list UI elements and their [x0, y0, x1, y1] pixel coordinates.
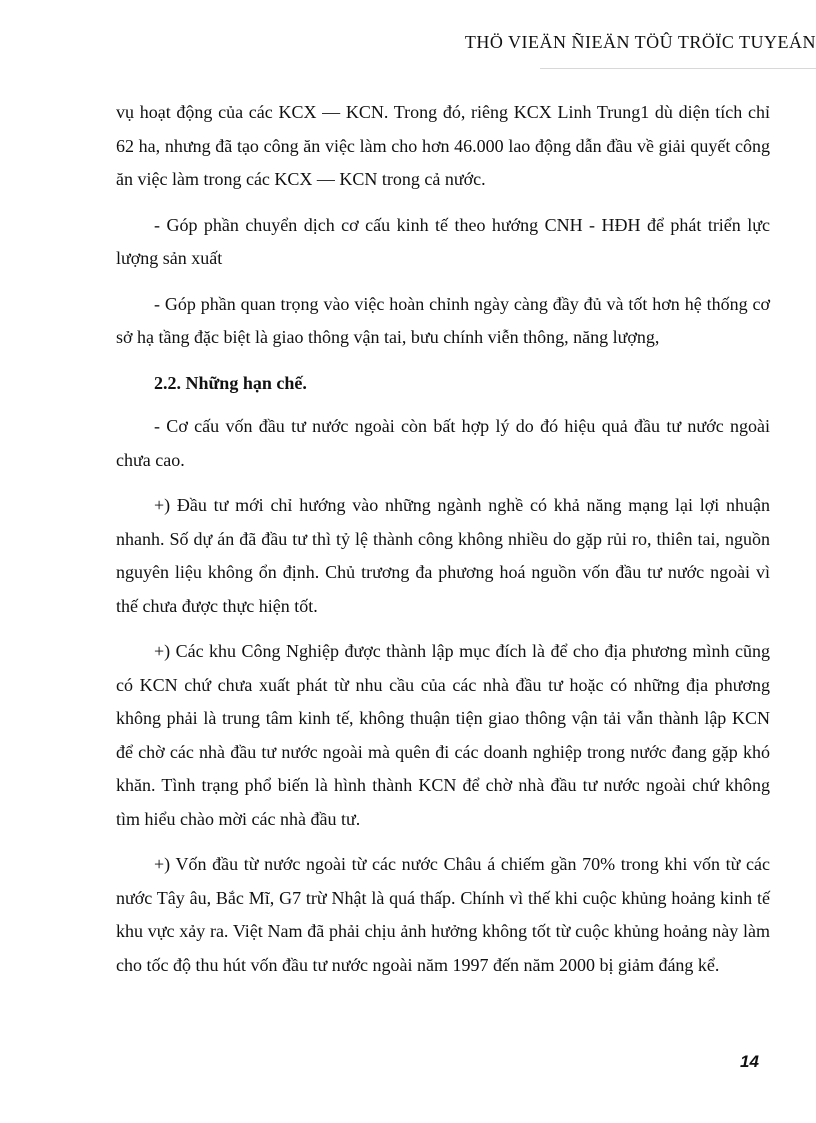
running-header: THÖ VIEÄN ÑIEÄN TÖÛ TRÖÏC TUYEÁN — [464, 32, 816, 52]
document-body — [116, 96, 770, 994]
paragraph-item: +) Các khu Công Nghiệp được thành lập mục đích là để cho địa phương mình cũng có KCN chứ chưa xuất phát từ nhu cầu của các nhà đầu tư hoặc có những địa phương không phải là trung tâm kinh tế, không thuận tiện giao thông vận tải vẫn thành lập KCN để chờ các nhà đầu tư nước ngoài mà quên đi các doanh nghiệp trong nước đang gặp khó khăn. Tình trạng phổ biến là hình thành KCN để chờ nhà đầu tư nước ngoài chứ không tìm hiểu chào mời các nhà đầu tư. — [116, 641, 770, 829]
header-divider — [540, 68, 816, 69]
section-heading: 2.2. Những hạn chế. — [154, 372, 307, 393]
paragraph-continuation: vụ hoạt động của các KCX — KCN. Trong đó, riêng KCX Linh Trung1 dù diện tích chỉ 62 ha, nhưng đã tạo công ăn việc làm cho hơn 46.000 lao động dẫn đầu về giải quyết công ăn việc làm trong các KCX — KCN trong cả nước. — [116, 102, 770, 189]
page-number: 14 — [740, 1052, 759, 1071]
paragraph-item: +) Đầu tư mới chỉ hướng vào những ngành nghề có khả năng mạng lại lợi nhuận nhanh. Số dự án đã đầu tư thì tỷ lệ thành công không nhiều do gặp rủi ro, thiên tai, nguồn nguyên liệu không ổn định. Chủ trương đa phương hoá nguồn vốn đầu tư nước ngoài vì thế chưa được thực hiện tốt. — [116, 495, 770, 616]
paragraph-item: +) Vốn đầu từ nước ngoài từ các nước Châu á chiếm gần 70% trong khi vốn từ các nước Tây âu, Bắc Mĩ, G7 trừ Nhật là quá thấp. Chính vì thế khi cuộc khủng hoảng kinh tế khu vực xảy ra. Việt Nam đã phải chịu ảnh hưởng không tốt từ cuộc khủng hoảng này làm cho tốc độ thu hút vốn đầu tư nước ngoài năm 1997 đến năm 2000 bị giảm đáng kể. — [116, 854, 770, 975]
paragraph-bullet: - Góp phần quan trọng vào việc hoàn chỉnh ngày càng đầy đủ và tốt hơn hệ thống cơ sở hạ tầng đặc biệt là giao thông vận tai, bưu chính viễn thông, năng lượng, — [116, 293, 770, 347]
paragraph-bullet: - Góp phần chuyển dịch cơ cấu kinh tế theo hướng CNH - HĐH để phát triển lực lượng sản xuất — [116, 214, 770, 268]
paragraph-bullet: - Cơ cấu vốn đầu tư nước ngoài còn bất hợp lý do đó hiệu quả đầu tư nước ngoài chưa cao. — [116, 416, 770, 470]
